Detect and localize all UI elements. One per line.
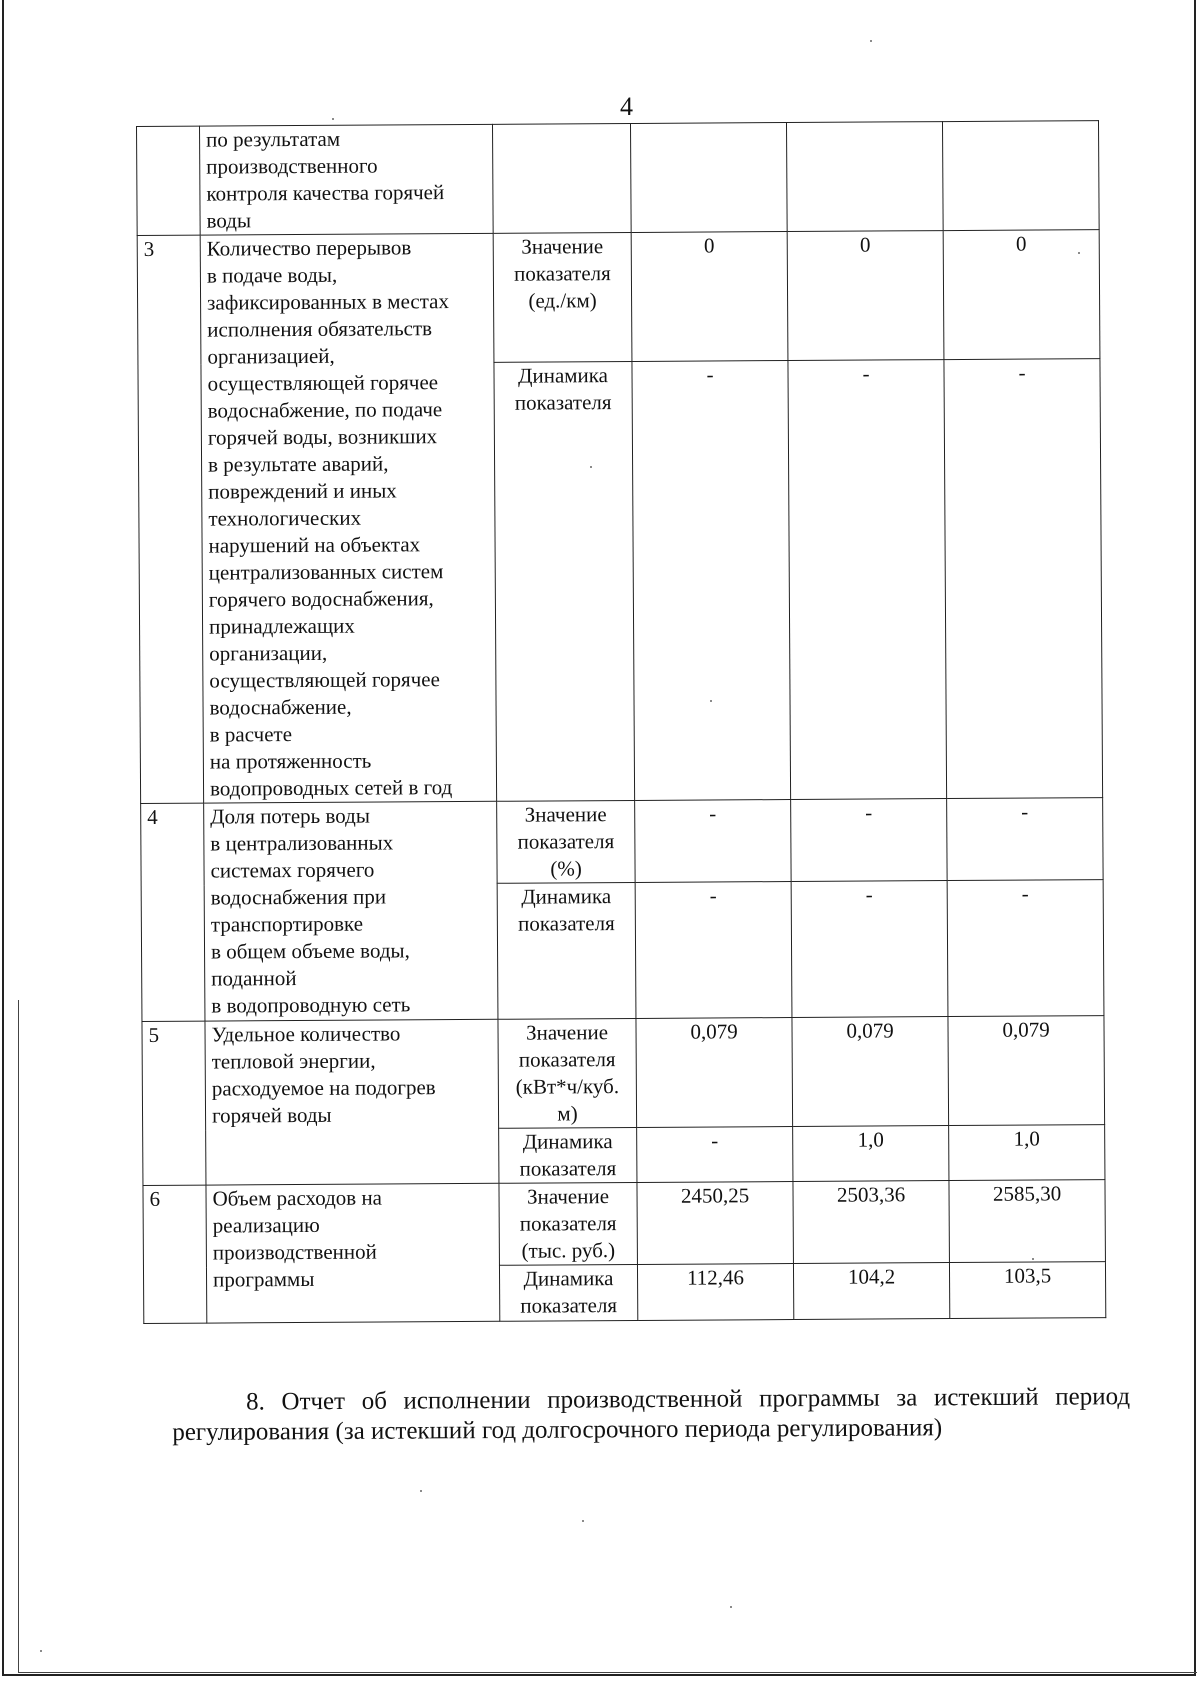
row-number-cell: 3 <box>137 235 203 803</box>
indicator-kind-cell <box>494 362 635 801</box>
row-number-cell <box>137 126 201 235</box>
table-row <box>143 1180 1105 1268</box>
value-cell: 104,2 <box>793 1263 949 1320</box>
indicator-kind: Значение показателя (%) <box>517 802 615 881</box>
indicator-kind: Значение показателя (кВт*ч/куб. м) <box>515 1020 620 1126</box>
indicator-name: Количество перерывов в подаче воды, зафиксированных в местах исполнения обязательств организацией, осуществляющей горячее водоснабжение, по подаче горячей воды, возникших в результате аварий, повреждений и иных технологических нарушений на объектах централизованных систем горячего водоснабжения, принадлежащих организации, осуществляющей горячее водоснабжение, в расчете на протяженность водопроводных сетей в год <box>206 235 453 801</box>
indicator-kind-cell <box>499 1127 637 1183</box>
indicator-kind-cell <box>492 123 631 233</box>
indicator-name-cell <box>206 1183 500 1323</box>
value-cell: 2450,25 <box>637 1182 793 1265</box>
indicator-kind: Динамика показателя <box>514 363 612 416</box>
table-row <box>142 1016 1105 1131</box>
indicator-kind-cell <box>493 232 632 362</box>
scan-speck <box>582 1520 584 1522</box>
scan-speck <box>710 700 712 702</box>
value-cell: 1,0 <box>793 1126 949 1182</box>
value-cell: - <box>635 800 791 883</box>
scan-speck <box>590 466 592 468</box>
row-number-cell: 4 <box>141 803 205 1021</box>
indicator-kind-cell <box>499 1182 637 1265</box>
indicator-name-cell <box>205 1019 499 1185</box>
value-cell: - <box>947 798 1103 881</box>
value-cell: - <box>635 882 792 1019</box>
value-cell: - <box>791 881 948 1018</box>
value-cell <box>786 122 943 232</box>
value-cell: 112,46 <box>637 1264 793 1321</box>
value-cell: 103,5 <box>949 1262 1105 1319</box>
indicator-kind-cell <box>499 1264 637 1321</box>
value-cell: 0 <box>631 232 788 362</box>
indicator-name-cell <box>204 801 498 1021</box>
indicator-name: Доля потерь воды в централизованных системах горячего водоснабжения при транспортировке в общем объеме воды, поданной в водопроводную сеть <box>210 803 411 1018</box>
value-cell: - <box>947 880 1104 1017</box>
row-number-cell: 5 <box>142 1021 206 1185</box>
indicator-kind-cell <box>497 800 635 883</box>
value-cell: 0 <box>787 231 944 361</box>
indicator-kind: Динамика показателя <box>520 1266 618 1318</box>
value-cell: 2585,30 <box>949 1180 1105 1263</box>
indicator-name: по результатам производственного контроля качества горячей воды <box>206 126 445 233</box>
scan-speck <box>1032 1258 1034 1260</box>
value-cell: 0,079 <box>636 1018 793 1128</box>
scan-speck <box>40 1650 42 1652</box>
indicator-name: Удельное количество тепловой энергии, расходуемое на подогрев горячей воды <box>211 1021 436 1128</box>
value-cell: - <box>788 360 947 799</box>
indicator-kind: Динамика показателя <box>517 884 615 936</box>
scan-speck <box>1078 252 1080 254</box>
value-cell: - <box>791 799 947 882</box>
value-cell <box>942 121 1099 231</box>
scan-speck <box>730 1606 732 1608</box>
indicator-name-cell <box>200 233 496 803</box>
value-cell: 1,0 <box>949 1125 1105 1181</box>
scan-speck <box>332 118 334 120</box>
indicator-name: Объем расходов на реализацию производственной программы <box>212 1185 383 1292</box>
value-cell <box>630 123 787 233</box>
indicator-kind: Значение показателя (ед./км) <box>514 234 611 313</box>
indicators-table <box>136 120 1106 1324</box>
table-row <box>141 798 1103 886</box>
table-row <box>137 121 1100 236</box>
value-cell: 0,079 <box>792 1017 949 1127</box>
value-cell: - <box>944 359 1103 798</box>
indicator-kind: Динамика показателя <box>519 1129 617 1181</box>
value-cell: - <box>637 1127 793 1183</box>
scan-speck <box>870 40 872 42</box>
row-number-cell: 6 <box>143 1185 207 1323</box>
value-cell: 0 <box>943 230 1100 360</box>
scan-speck <box>420 1490 422 1492</box>
table-row <box>137 230 1100 365</box>
value-cell: 0,079 <box>948 1016 1105 1126</box>
indicator-name-cell <box>200 124 494 235</box>
page-number: 4 <box>620 92 633 121</box>
report-section-heading: 8. Отчет об исполнении производственной программы за истекший период регулирования (за истекший год долгосрочного периода регулирования) <box>172 1383 1131 1446</box>
value-cell: 2503,36 <box>793 1181 949 1264</box>
indicator-kind: Значение показателя (тыс. руб.) <box>519 1184 617 1263</box>
value-cell: - <box>632 361 791 800</box>
indicator-kind-cell <box>498 1018 637 1128</box>
indicator-kind-cell <box>497 882 636 1019</box>
